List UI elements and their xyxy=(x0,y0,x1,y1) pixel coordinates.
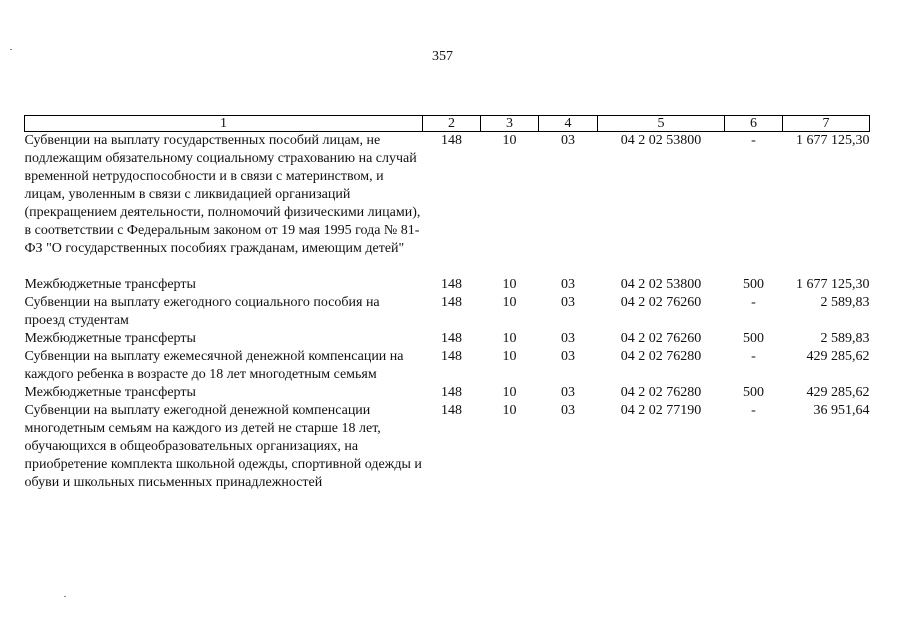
row-section: 10 xyxy=(502,295,517,310)
row-subsection: 03 xyxy=(561,331,575,346)
row-name: Субвенции на выплату государственных пособий лицам, не подлежащим обязательному социальному страхованию на случай временной нетрудоспособности и в связи с материнством, и лицам, уволенным в связи с ликвидацией организаций (прекращением деятельности, полномочий физическими лицами), в соответствии с Федеральным законом от 19 мая 1995 года № 81-ФЗ "О государственных пособиях гражданам, имеющим детей" xyxy=(24,133,421,256)
row-section: 10 xyxy=(502,385,517,400)
row-target-article: 04 2 02 53800 xyxy=(620,277,702,292)
column-header-1: 1 xyxy=(25,116,423,132)
table-header xyxy=(25,116,870,132)
row-subsection: 03 xyxy=(561,133,575,148)
row-expense-type: - xyxy=(751,295,756,310)
row-amount: 2 589,83 xyxy=(820,331,870,346)
table-row xyxy=(25,276,870,294)
budget-table xyxy=(24,115,870,492)
row-code-148: 148 xyxy=(441,349,462,364)
column-header-3: 3 xyxy=(481,116,539,132)
row-name: Субвенции на выплату ежемесячной денежной компенсации на каждого ребенка в возрасте до 18 лет многодетным семьям xyxy=(24,349,404,382)
column-header-2: 2 xyxy=(423,116,481,132)
row-target-article: 04 2 02 76260 xyxy=(620,295,702,310)
row-section: 10 xyxy=(502,133,517,148)
table-row xyxy=(25,348,870,384)
row-name: Межбюджетные трансферты xyxy=(24,277,196,292)
row-amount: 2 589,83 xyxy=(820,295,870,310)
row-code-148: 148 xyxy=(441,403,462,418)
row-name: Субвенции на выплату ежегодной денежной компенсации многодетным семьям на каждого из детей не старше 18 лет, обучающихся в общеобразовательных организациях, на приобретение комплекта школьной одежды, спортивной одежды и обуви и школьных письменных принадлежностей xyxy=(24,403,422,490)
row-expense-type: 500 xyxy=(743,331,764,346)
column-header-6: 6 xyxy=(725,116,783,132)
row-code-148: 148 xyxy=(441,385,462,400)
row-section: 10 xyxy=(502,331,517,346)
row-amount: 1 677 125,30 xyxy=(796,277,870,292)
row-code-148: 148 xyxy=(441,133,462,148)
table-row xyxy=(25,402,870,492)
table-row xyxy=(25,294,870,330)
column-header-7: 7 xyxy=(783,116,870,132)
row-code-148: 148 xyxy=(441,331,462,346)
row-section: 10 xyxy=(502,403,517,418)
row-name: Субвенции на выплату ежегодного социального пособия на проезд студентам xyxy=(24,295,380,328)
row-subsection: 03 xyxy=(561,349,575,364)
row-spacer xyxy=(25,258,870,276)
row-code-148: 148 xyxy=(441,295,462,310)
page-number: 357 xyxy=(432,49,453,64)
table-row xyxy=(25,132,870,259)
row-amount: 36 951,64 xyxy=(813,403,870,418)
row-code-148: 148 xyxy=(441,277,462,292)
row-section: 10 xyxy=(502,349,517,364)
row-subsection: 03 xyxy=(561,295,575,310)
row-section: 10 xyxy=(502,277,517,292)
row-amount: 1 677 125,30 xyxy=(796,133,870,148)
row-amount: 429 285,62 xyxy=(806,385,870,400)
header-row xyxy=(25,116,870,132)
row-expense-type: 500 xyxy=(743,385,764,400)
column-header-5: 5 xyxy=(598,116,725,132)
row-expense-type: - xyxy=(751,133,756,148)
row-target-article: 04 2 02 53800 xyxy=(620,133,702,148)
scan-speck xyxy=(64,596,66,597)
row-expense-type: - xyxy=(751,403,756,418)
table-row xyxy=(25,330,870,348)
column-header-4: 4 xyxy=(539,116,598,132)
row-name: Межбюджетные трансферты xyxy=(24,331,196,346)
row-target-article: 04 2 02 76280 xyxy=(620,349,702,364)
row-target-article: 04 2 02 76260 xyxy=(620,331,702,346)
row-target-article: 04 2 02 76280 xyxy=(620,385,702,400)
row-subsection: 03 xyxy=(561,403,575,418)
row-subsection: 03 xyxy=(561,277,575,292)
row-target-article: 04 2 02 77190 xyxy=(620,403,702,418)
row-subsection: 03 xyxy=(561,385,575,400)
row-expense-type: - xyxy=(751,349,756,364)
row-expense-type: 500 xyxy=(743,277,764,292)
row-name: Межбюджетные трансферты xyxy=(24,385,196,400)
row-amount: 429 285,62 xyxy=(806,349,870,364)
table-row xyxy=(25,384,870,402)
